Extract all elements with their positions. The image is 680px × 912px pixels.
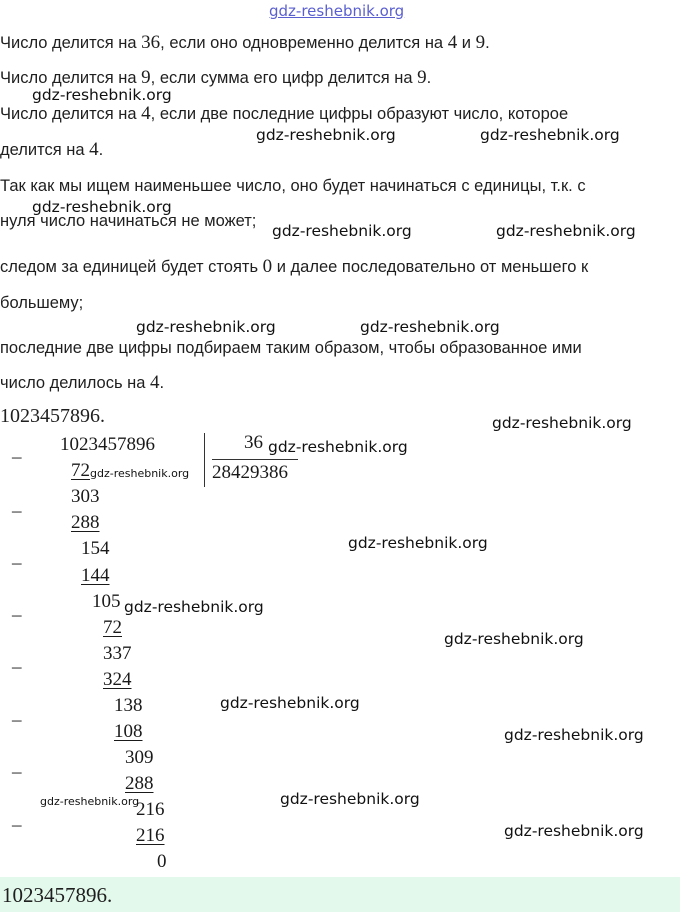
result-number-line: 1023457896. [0,405,105,427]
rule-divisible-by-9 [0,68,680,88]
remainder: 303 [71,486,100,507]
watermark: gdz-reshebnik.org [124,598,264,616]
text: , если две последние цифры образуют число, которое [150,105,569,123]
watermark: gdz-reshebnik.org [444,630,584,648]
divisor: 36 [244,432,263,453]
subtrahend: 72 [71,460,90,481]
division-bracket-horizontal [212,459,298,460]
text: , если оно одновременно делится на [160,34,448,52]
division-bracket-vertical [204,433,205,487]
watermark: gdz-reshebnik.org [220,694,360,712]
smallest-line2: нуля число начинаться не может; [0,212,257,230]
watermark: gdz-reshebnik.org [272,222,412,240]
minus-sign: _ [12,440,22,461]
smallest-line1: Так как мы ищем наименьшее число, оно будет начинаться с единицы, т.к. с [0,177,586,195]
watermark: gdz-reshebnik.org [348,534,488,552]
watermark: gdz-reshebnik.org [32,86,172,104]
watermark: gdz-reshebnik.org [268,438,408,456]
watermark: gdz-reshebnik.org [504,726,644,744]
text: . [426,69,432,87]
subtrahend: 216 [136,825,165,846]
rule-divisible-by-36 [0,33,680,53]
minus-sign: _ [12,808,22,829]
minus-sign: _ [12,650,22,671]
watermark: gdz-reshebnik.org [496,222,636,240]
remainder: 337 [103,643,132,664]
text: и [457,34,476,52]
next-digit-line2: большему; [0,294,84,312]
watermark: gdz-reshebnik.org [136,318,276,336]
subtrahend: 108 [114,721,143,742]
remainder: 105 [92,591,121,612]
dividend: 1023457896 [60,434,155,455]
math-number: 9 [475,32,486,53]
text: Число делится на [0,69,142,87]
watermark: gdz-reshebnik.org [32,198,172,216]
text: Число делится на [0,34,142,52]
minus-sign: _ [12,703,22,724]
math-number: 9 [417,67,427,88]
text: следом за единицей будет стоять [0,258,263,276]
watermark: gdz-reshebnik.org [280,790,420,808]
math-number: 4 [89,139,99,160]
math-number: 4 [447,32,458,53]
math-number: 4 [141,103,151,124]
text: Число делится на [0,105,142,123]
remainder: 138 [114,695,143,716]
minus-sign: _ [12,598,22,619]
watermark-top[interactable]: gdz-reshebnik.org [269,2,405,20]
watermark: gdz-reshebnik.org [90,467,190,480]
answer-box [0,877,680,912]
subtrahend: 288 [125,773,154,794]
text: , если сумма его цифр делится на [150,69,418,87]
rule-divisible-by-4-line1 [0,104,680,124]
answer-value: 1023457896. [2,883,113,907]
text: . [485,34,490,52]
text: . [98,141,104,159]
remainder: 154 [81,538,110,559]
math-number: 0 [262,256,273,277]
watermark: gdz-reshebnik.org [40,795,140,808]
subtrahend: 288 [71,512,100,533]
minus-sign: _ [12,755,22,776]
text: и далее последовательно от меньшего к [272,258,589,276]
watermark: gdz-reshebnik.org [256,126,396,144]
text: . [159,374,165,392]
text: делится на [0,141,90,159]
watermark: gdz-reshebnik.org [492,414,632,432]
text: число делилось на [0,374,151,392]
math-number: 4 [150,372,160,393]
next-digit-line1 [0,257,680,277]
quotient: 28429386 [212,462,288,483]
minus-sign: _ [12,546,22,567]
last-digits-line1: последние две цифры подбираем таким образом, чтобы образованное ими [0,339,582,357]
remainder: 309 [125,747,154,768]
math-number: 9 [141,67,151,88]
math-number: 36 [141,32,161,53]
subtrahend: 324 [103,669,132,690]
watermark: gdz-reshebnik.org [360,318,500,336]
final-remainder: 0 [157,851,167,872]
watermark: gdz-reshebnik.org [504,822,644,840]
watermark: gdz-reshebnik.org [480,126,620,144]
remainder: 216 [136,799,165,820]
minus-sign: _ [12,494,22,515]
subtrahend: 144 [81,565,110,586]
subtrahend: 72 [103,617,122,638]
last-digits-line2 [0,373,680,393]
